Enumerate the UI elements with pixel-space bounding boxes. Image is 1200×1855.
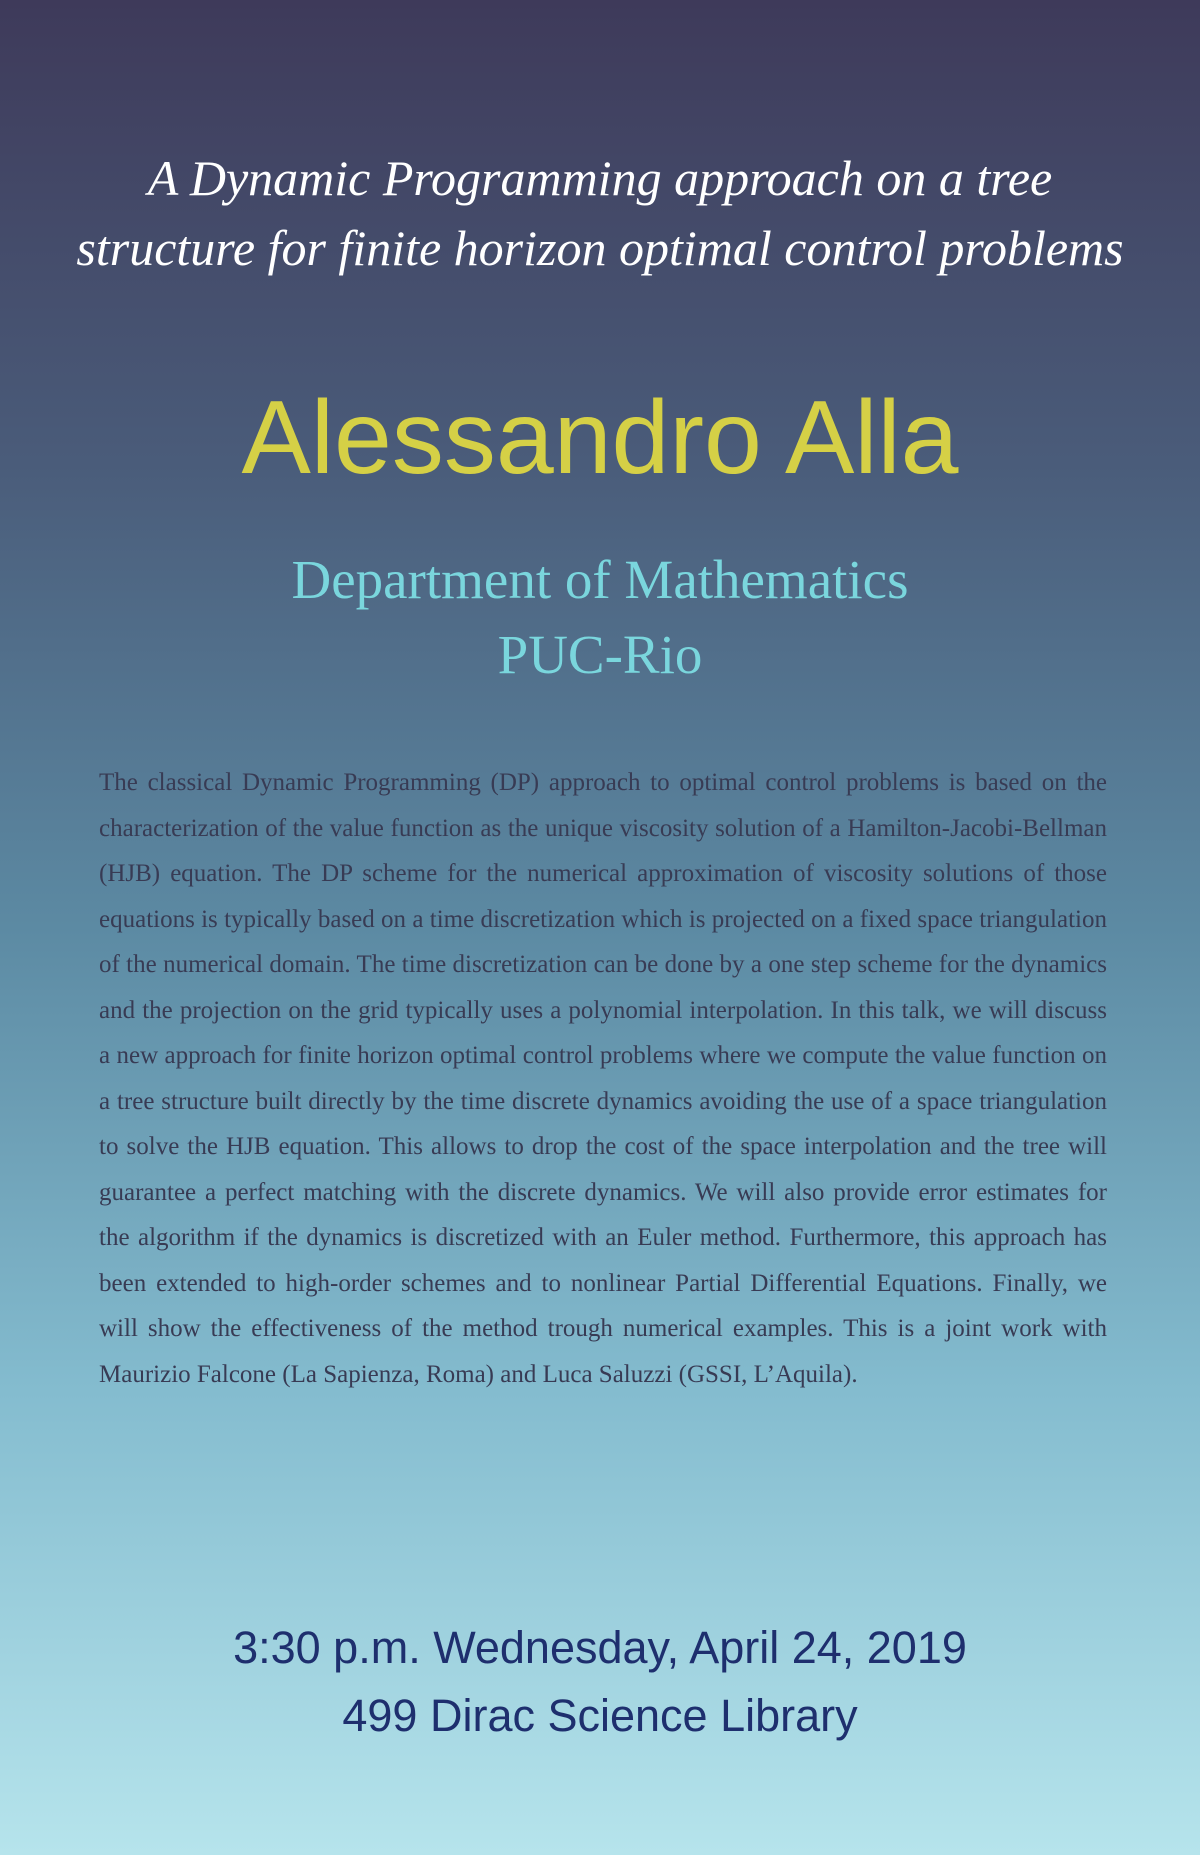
talk-title	[0, 143, 1200, 283]
institution-name: PUC-Rio	[497, 624, 703, 685]
department-name: Department of Mathematics	[291, 549, 909, 610]
speaker-affiliation	[0, 542, 1200, 692]
speaker-name: Alessandro Alla	[241, 380, 959, 496]
event-location: 499 Dirac Science Library	[342, 1690, 858, 1741]
event-time: 3:30 p.m. Wednesday, April 24, 2019	[233, 1622, 967, 1673]
talk-title-line-2: structure for finite horizon optimal control problems	[76, 220, 1124, 276]
talk-title-line-1: A Dynamic Programming approach on a tree	[147, 150, 1053, 206]
abstract-text: The classical Dynamic Programming (DP) approach to optimal control problems is based on the characterization of the value function as the unique viscosity solution of a Hamilton-Jacobi-Bellman (HJB) equation. The DP scheme for the numerical approximation of viscosity solutions of those equations is typically based on a time discretization which is projected on a fixed space triangulation of the numerical domain. The time discretization can be done by a one step scheme for the dynamics and the projection on the grid typically uses a polynomial interpolation. In this talk, we will discuss a new approach for finite horizon optimal control problems where we compute the value function on a tree structure built directly by the time discrete dynamics avoiding the use of a space triangulation to solve the HJB equation. This allows to drop the cost of the space interpolation and the tree will guarantee a perfect matching with the discrete dynamics. We will also provide error estimates for the algorithm if the dynamics is discretized with an Euler method. Furthermore, this approach has been extended to high-order schemes and to nonlinear Partial Differential Equations. Finally, we will show the effectiveness of the method trough numerical examples. This is a joint work with Maurizio Falcone (La Sapienza, Roma) and Luca Saluzzi (GSSI, L’Aquila).	[99, 769, 1107, 1388]
